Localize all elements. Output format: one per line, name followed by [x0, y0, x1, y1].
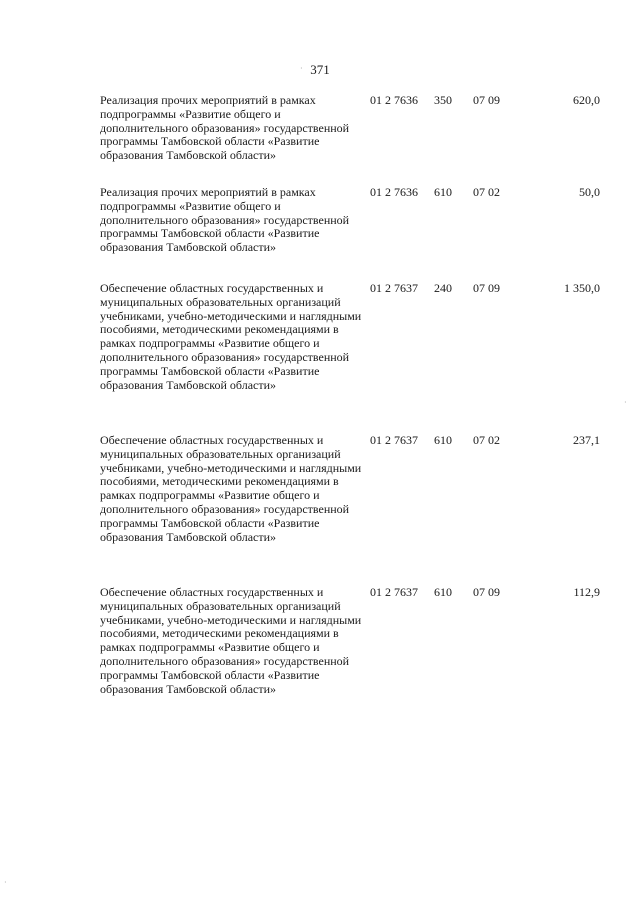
budget-table: [0, 94, 640, 738]
scan-speck: ·: [4, 878, 7, 887]
row-description: Реализация прочих мероприятий в рамках подпрограммы «Развитие общего и дополнительного образования» государственной программы Тамбовской области «Развитие образования Тамбовской области»: [100, 93, 350, 163]
table-row: [0, 186, 640, 282]
row-target-article: 01 2 7636: [370, 93, 418, 107]
row-expense-type: 610: [434, 185, 452, 199]
row-expense-type: 610: [434, 585, 452, 599]
page-number: 371: [310, 62, 330, 77]
row-section: 07 09: [473, 93, 500, 107]
table-row: [0, 434, 640, 586]
table-row: [0, 586, 640, 738]
row-section: 07 02: [473, 185, 500, 199]
scan-speck: ·: [300, 64, 303, 73]
row-amount: 237,1: [573, 433, 600, 447]
row-section: 07 09: [473, 281, 500, 295]
table-row: [0, 282, 640, 434]
row-description: Обеспечение областных государственных и муниципальных образовательных организаций учебниками, учебно-методическими и наглядными пособиями, методическими рекомендациями в рамках подпрограммы «Развитие общего и дополнительного образования» государственной программы Тамбовской области «Развитие образования Тамбовской области»: [100, 585, 362, 696]
row-target-article: 01 2 7637: [370, 585, 418, 599]
row-amount: 1 350,0: [564, 281, 600, 295]
row-amount: 112,9: [573, 585, 600, 599]
row-target-article: 01 2 7637: [370, 281, 418, 295]
row-description: Реализация прочих мероприятий в рамках подпрограммы «Развитие общего и дополнительного образования» государственной программы Тамбовской области «Развитие образования Тамбовской области»: [100, 185, 350, 255]
row-description: Обеспечение областных государственных и муниципальных образовательных организаций учебниками, учебно-методическими и наглядными пособиями, методическими рекомендациями в рамках подпрограммы «Развитие общего и дополнительного образования» государственной программы Тамбовской области «Развитие образования Тамбовской области»: [100, 281, 362, 392]
table-row: [0, 94, 640, 186]
row-section: 07 02: [473, 433, 500, 447]
row-amount: 50,0: [579, 185, 600, 199]
row-target-article: 01 2 7637: [370, 433, 418, 447]
scan-speck: ·: [624, 398, 627, 407]
row-amount: 620,0: [573, 93, 600, 107]
row-target-article: 01 2 7636: [370, 185, 418, 199]
row-description: Обеспечение областных государственных и муниципальных образовательных организаций учебниками, учебно-методическими и наглядными пособиями, методическими рекомендациями в рамках подпрограммы «Развитие общего и дополнительного образования» государственной программы Тамбовской области «Развитие образования Тамбовской области»: [100, 433, 362, 544]
row-section: 07 09: [473, 585, 500, 599]
row-expense-type: 610: [434, 433, 452, 447]
row-expense-type: 350: [434, 93, 452, 107]
row-expense-type: 240: [434, 281, 452, 295]
